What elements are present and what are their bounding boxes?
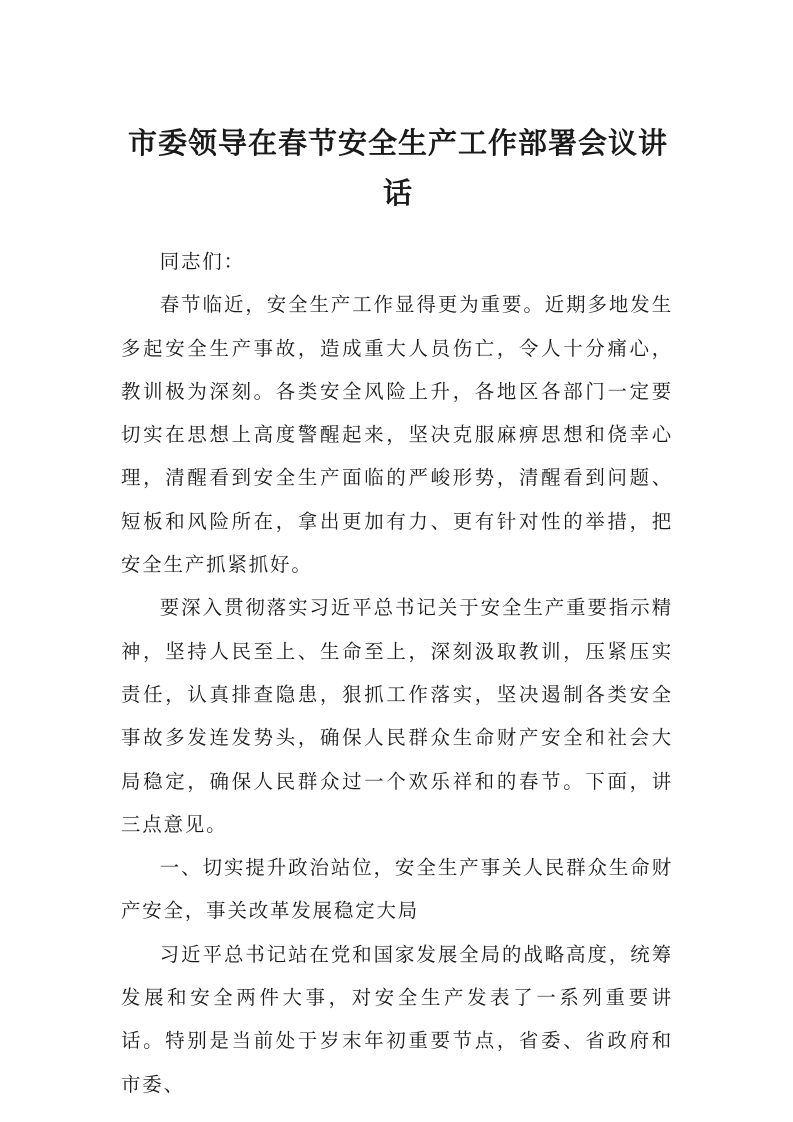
document-title: 市委领导在春节安全生产工作部署会议讲话: [127, 126, 668, 210]
section-heading: 一、切实提升政治站位，安全生产事关人民群众生命财产安全，事关改革发展稳定大局: [121, 856, 673, 923]
paragraph: 春节临近，安全生产工作显得更为重要。近期多地发生多起安全生产事故，造成重大人员伤亡，令人十分痛心，教训极为深刻。各类安全风险上升，各地区各部门一定要切实在思想上高度警醒起来，坚决克服麻痹思想和侥幸心理，清醒看到安全生产面临的严峻形势，清醒看到问题、短板和风险所在，拿出更加有力、更有针对性的举措，把安全生产抓紧抓好。: [121, 293, 673, 577]
salutation: 同志们：: [159, 250, 245, 273]
paragraph: 习近平总书记站在党和国家发展全局的战略高度，统筹发展和安全两件大事，对安全生产发表了一系列重要讲话。特别是当前处于岁末年初重要节点，省委、省政府和市委、: [121, 942, 673, 1096]
paragraph: 要深入贯彻落实习近平总书记关于安全生产重要指示精神，坚持人民至上、生命至上，深刻汲取教训，压紧压实责任，认真排查隐患，狠抓工作落实，坚决遏制各类安全事故多发连发势头，确保人民群众生命财产安全和社会大局稳定，确保人民群众过一个欢乐祥和的春节。下面，讲三点意见。: [121, 596, 673, 836]
document-body: [121, 240, 673, 1106]
